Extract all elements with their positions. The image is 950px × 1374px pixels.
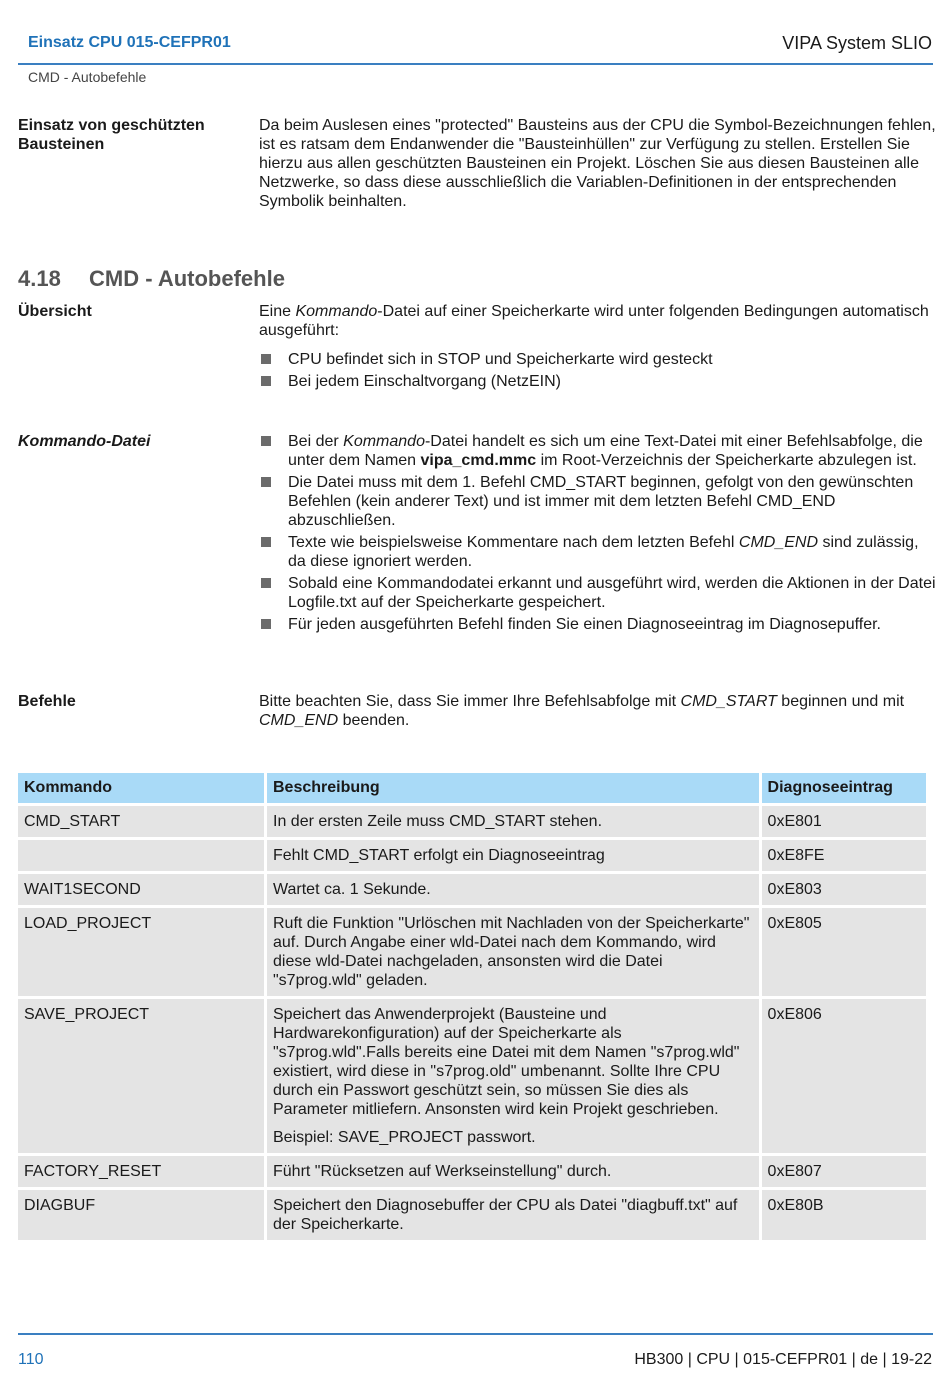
kommando-bullet-3-em: CMD_END [738, 534, 819, 551]
page-number: 110 [18, 1351, 44, 1368]
overview-bullet-2: Bei jedem Einschaltvorgang (NetzEIN) [288, 373, 562, 390]
list-item [259, 372, 939, 391]
cell-diagnose: 0xE803 [762, 874, 926, 905]
cell-beschreibung [267, 999, 759, 1153]
command-table [15, 770, 929, 1243]
table-header-row [18, 773, 926, 803]
list-item [259, 432, 939, 470]
kommando-bullet-1-filename: vipa_cmd.mmc [420, 452, 537, 469]
kommando-bullet-3-post: sind zulässig, da diese ignoriert werden. [288, 534, 919, 570]
cell-beschreibung: Ruft die Funktion "Urlöschen mit Nachladen von der Speicherkarte" auf. Durch Angabe einer wld-Datei nach dem Kommando, wird diese wld-Datei nachgeladen, ansonsten wird die Datei "s7prog.wld" geladen. [267, 908, 759, 996]
column-header-diagnoseeintrag: Diagnoseeintrag [762, 773, 926, 803]
cell-diagnose: 0xE80B [762, 1190, 926, 1240]
list-item [259, 615, 939, 634]
kommando-bullet-5: Für jeden ausgeführten Befehl finden Sie einen Diagnoseeintrag im Diagnosepuffer. [288, 616, 881, 633]
overview-label: Übersicht [18, 303, 92, 320]
header-section-name: CMD - Autobefehle [28, 69, 147, 85]
cell-beschreibung: Führt "Rücksetzen auf Werkseinstellung" durch. [267, 1156, 759, 1187]
befehle-label: Befehle [18, 693, 76, 710]
overview-intro-post: -Datei auf einer Speicherkarte wird unter folgenden Bedingungen automatisch ausgeführt: [259, 303, 929, 339]
cell-kommando: SAVE_PROJECT [18, 999, 264, 1153]
header-chapter-title: Einsatz CPU 015-CEFPR01 [28, 34, 231, 51]
document-reference: HB300 | CPU | 015-CEFPR01 | de | 19-22 [634, 1351, 932, 1368]
section-title: CMD - Autobefehle [89, 266, 285, 291]
kommando-bullet-1-em: Kommando [343, 433, 425, 450]
cell-kommando: LOAD_PROJECT [18, 908, 264, 996]
overview-intro [259, 302, 939, 340]
list-item [259, 350, 939, 369]
cell-beschreibung: Fehlt CMD_START erfolgt ein Diagnoseeintrag [267, 840, 759, 871]
kommando-label: Kommando-Datei [18, 433, 151, 450]
table-row [18, 908, 926, 996]
bullet-square-icon [261, 477, 271, 487]
cell-kommando: DIAGBUF [18, 1190, 264, 1240]
cell-diagnose: 0xE805 [762, 908, 926, 996]
befehle-em-start: CMD_START [680, 693, 777, 710]
table-row [18, 806, 926, 837]
header-divider [18, 63, 933, 65]
kommando-bullet-3-pre: Texte wie beispielsweise Kommentare nach dem letzten Befehl [288, 534, 739, 551]
protected-label-line1: Einsatz von geschützten [18, 117, 205, 134]
bullet-square-icon [261, 436, 271, 446]
cell-kommando [18, 840, 264, 871]
bullet-square-icon [261, 537, 271, 547]
column-header-kommando: Kommando [18, 773, 264, 803]
bullet-square-icon [261, 376, 271, 386]
list-item [259, 574, 939, 612]
befehle-pre: Bitte beachten Sie, dass Sie immer Ihre Befehlsabfolge mit [259, 693, 681, 710]
section-number: 4.18 [18, 266, 61, 291]
section-heading [18, 266, 285, 292]
cell-beschreibung-text: Speichert das Anwenderprojekt (Bausteine und Hardwarekonfiguration) auf der Speicherkarte als "s7prog.wld".Falls bereits eine Datei mit dem Namen "s7prog.wld" existiert, wird diese in "s7prog.old" umbenannt. Sollte Ihre CPU durch ein Passwort geschützt sein, so müssen Sie dies als Parameter mitliefern. Ansonsten wird kein Projekt geschrieben. [273, 1006, 740, 1118]
cell-beschreibung: In der ersten Zeile muss CMD_START stehen. [267, 806, 759, 837]
table-row [18, 1156, 926, 1187]
cell-diagnose: 0xE806 [762, 999, 926, 1153]
overview-bullet-1: CPU befindet sich in STOP und Speicherkarte wird gesteckt [288, 351, 713, 368]
kommando-bullet-4: Sobald eine Kommandodatei erkannt und ausgeführt wird, werden die Aktionen in der Datei Logfile.txt auf der Speicherkarte gespeichert. [288, 575, 936, 611]
cell-kommando: CMD_START [18, 806, 264, 837]
cell-diagnose: 0xE8FE [762, 840, 926, 871]
bullet-square-icon [261, 578, 271, 588]
kommando-bullet-list [259, 432, 939, 634]
cell-diagnose: 0xE801 [762, 806, 926, 837]
kommando-bullet-1-pre: Bei der [288, 433, 344, 450]
overview-intro-em: Kommando [295, 303, 378, 320]
cell-kommando: FACTORY_RESET [18, 1156, 264, 1187]
befehle-post: beenden. [338, 712, 410, 729]
protected-blocks-label [18, 116, 205, 154]
bullet-square-icon [261, 354, 271, 364]
column-header-beschreibung: Beschreibung [267, 773, 759, 803]
befehle-em-end: CMD_END [259, 712, 339, 729]
list-item [259, 473, 939, 530]
protected-blocks-text: Da beim Auslesen eines "protected" Bausteins aus der CPU die Symbol-Bezeichnungen fehlen, ist es ratsam dem Endanwender die "Bausteinhüllen" zur Verfügung zu stellen. Erstellen Sie hierzu aus allen geschützten Bausteinen ein Projekt. Löschen Sie aus diesen Bausteinen alle Netzwerke, so dass diese ausschließlich die Variablen-Definitionen in der entsprechenden Symbolik beinhalten. [259, 117, 936, 210]
footer-divider [18, 1333, 933, 1335]
kommando-bullet-2: Die Datei muss mit dem 1. Befehl CMD_START beginnen, gefolgt von den gewünschten Befehlen (kein anderer Text) und ist immer mit dem letzten Befehl CMD_END abzuschließen. [288, 474, 914, 529]
table-row [18, 874, 926, 905]
befehle-text [259, 692, 939, 730]
list-item [259, 533, 939, 571]
befehle-mid: beginnen und mit [776, 693, 905, 710]
table-row [18, 999, 926, 1153]
cell-diagnose: 0xE807 [762, 1156, 926, 1187]
overview-bullet-list [259, 350, 939, 391]
cell-kommando: WAIT1SECOND [18, 874, 264, 905]
bullet-square-icon [261, 619, 271, 629]
header-product-name: VIPA System SLIO [782, 33, 932, 53]
table-row [18, 840, 926, 871]
protected-label-line2: Bausteinen [18, 136, 105, 153]
cell-beschreibung: Wartet ca. 1 Sekunde. [267, 874, 759, 905]
cell-beschreibung-example: Beispiel: SAVE_PROJECT passwort. [273, 1129, 536, 1146]
table-row [18, 1190, 926, 1240]
cell-beschreibung: Speichert den Diagnosebuffer der CPU als Datei "diagbuff.txt" auf der Speicherkarte. [267, 1190, 759, 1240]
overview-intro-pre: Eine [259, 303, 296, 320]
kommando-bullet-1-mid: -Datei handelt es sich um eine Text-Datei mit einer Befehlsabfolge, die unter dem Namen [288, 433, 923, 469]
kommando-bullet-1-post: im Root-Verzeichnis der Speicherkarte abzulegen ist. [536, 452, 917, 469]
